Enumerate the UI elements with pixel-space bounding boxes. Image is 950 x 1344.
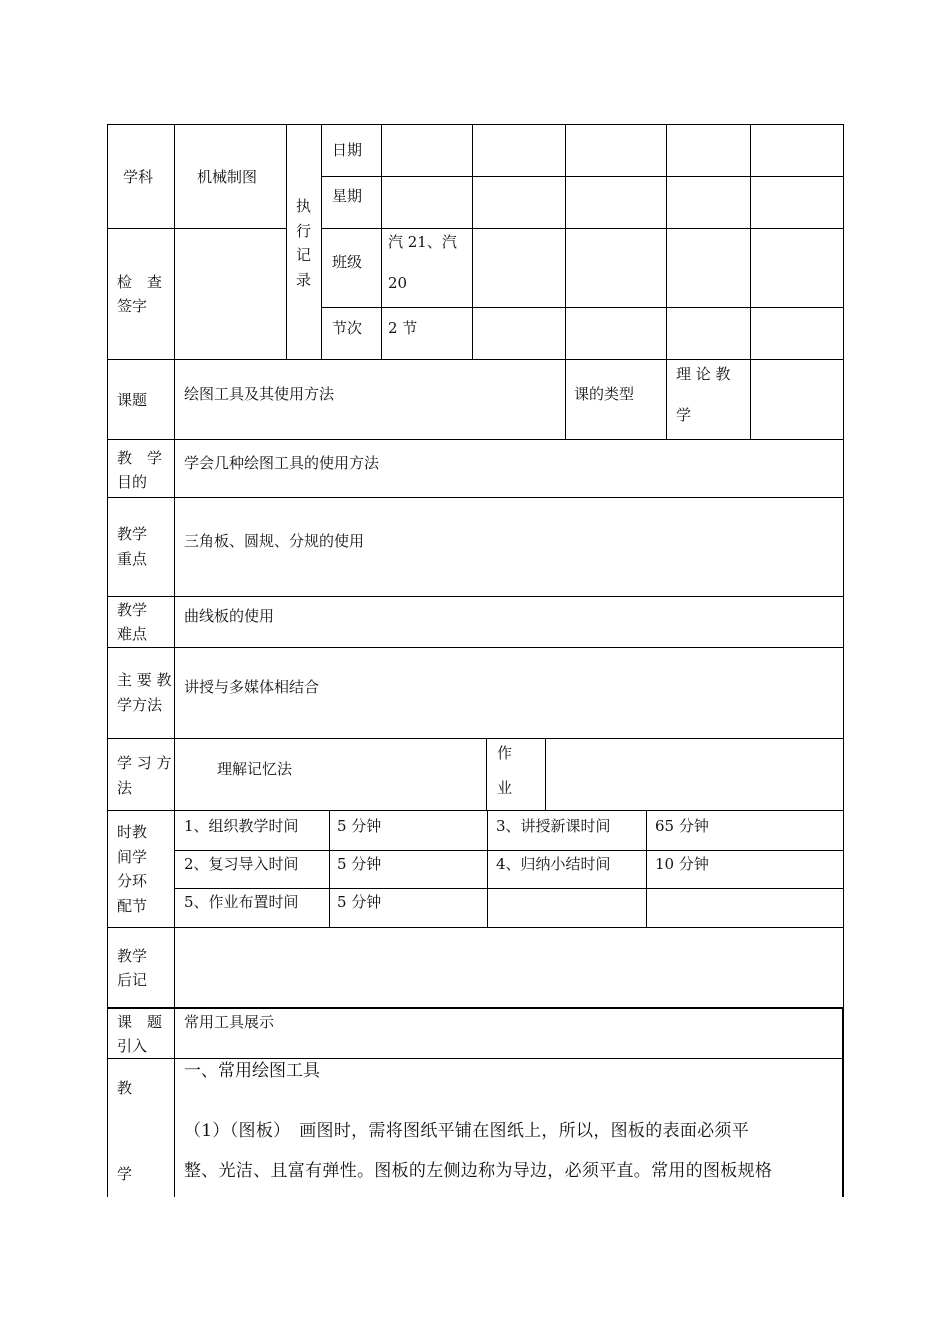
time-label-line: 配节: [117, 896, 148, 915]
paragraph-line: （1）（图板） 画图时，需将图纸平铺在图纸上，所以，图板的表面必须平: [184, 1121, 750, 1141]
postscript-label: 教学: [117, 947, 148, 965]
intro-label-cont: 引入: [117, 1037, 148, 1055]
teaching-method-label: 主 要 教: [117, 671, 172, 689]
teaching-method-label-cont: 学方法: [117, 696, 163, 714]
period-label: 节次: [332, 319, 363, 337]
class-value: 汽 21、汽: [388, 233, 457, 251]
teaching-method-value: 讲授与多媒体相结合: [184, 678, 320, 696]
difficulties-label: 教学: [117, 601, 148, 619]
period-value: 2 节: [388, 319, 418, 337]
time-cell: 5、作业布置时间: [184, 893, 299, 911]
date-label: 日期: [332, 141, 363, 159]
time-cell: 1、组织教学时间: [184, 817, 299, 835]
weekday-label: 星期: [332, 187, 363, 205]
purpose-label: 教 学: [117, 449, 163, 467]
lesson-type-value: 理 论 教: [676, 365, 731, 383]
time-cell: 2、复习导入时间: [184, 855, 299, 873]
learning-method-label: 学 习 方: [117, 754, 172, 772]
time-allocation-label: [117, 820, 147, 918]
exec-char: 录: [296, 270, 312, 289]
intro-value: 常用工具展示: [184, 1013, 275, 1031]
topic-label: 课题: [117, 391, 148, 409]
lesson-type-label: 课的类型: [574, 385, 635, 403]
key-points-value: 三角板、圆规、分规的使用: [184, 532, 365, 550]
exec-char: 行: [296, 221, 312, 240]
learning-method-label-cont: 法: [117, 779, 133, 797]
topic-value: 绘图工具及其使用方法: [184, 385, 335, 403]
section-heading: 一、常用绘图工具: [184, 1061, 320, 1081]
time-cell: 4、归纳小结时间: [496, 855, 611, 873]
learning-method-value: 理解记忆法: [217, 760, 293, 778]
key-points-label: 教学: [117, 525, 148, 543]
time-label-line: 时教: [117, 823, 148, 841]
subject-label: 学科: [123, 168, 154, 186]
time-cell: 5 分钟: [337, 855, 382, 873]
time-label-line: 分环: [117, 872, 148, 890]
time-cell: 65 分钟: [655, 817, 709, 835]
time-cell: 5 分钟: [337, 817, 382, 835]
difficulties-label-cont: 难点: [117, 625, 148, 643]
class-value-cont: 20: [388, 274, 408, 292]
teaching-label: 教: [117, 1079, 133, 1097]
check-sign-label: 检 查: [117, 273, 163, 291]
exec-char: 执: [296, 197, 312, 215]
intro-label: 课 题: [117, 1013, 163, 1031]
exec-record-label: [296, 194, 314, 292]
time-label-line: 间学: [117, 847, 148, 866]
time-cell: 5 分钟: [337, 893, 382, 911]
homework-label: 作: [497, 744, 513, 762]
key-points-label-cont: 重点: [117, 550, 148, 568]
time-cell: 3、讲授新课时间: [496, 817, 611, 835]
difficulties-value: 曲线板的使用: [184, 607, 275, 625]
check-sign-label-cont: 签字: [117, 297, 148, 315]
exec-char: 记: [296, 246, 312, 264]
purpose-label-cont: 目的: [117, 473, 148, 491]
teaching-label-cont: 学: [117, 1165, 133, 1183]
lesson-type-value-cont: 学: [676, 406, 692, 424]
homework-label-cont: 业: [497, 779, 513, 797]
time-cell: 10 分钟: [655, 855, 709, 873]
postscript-label-cont: 后记: [117, 971, 148, 989]
subject-value: 机械制图: [197, 168, 258, 186]
class-label: 班级: [332, 253, 363, 271]
purpose-value: 学会几种绘图工具的使用方法: [184, 454, 380, 472]
paragraph-line: 整、光洁、且富有弹性。图板的左侧边称为导边，必须平直。常用的图板规格: [184, 1161, 773, 1181]
